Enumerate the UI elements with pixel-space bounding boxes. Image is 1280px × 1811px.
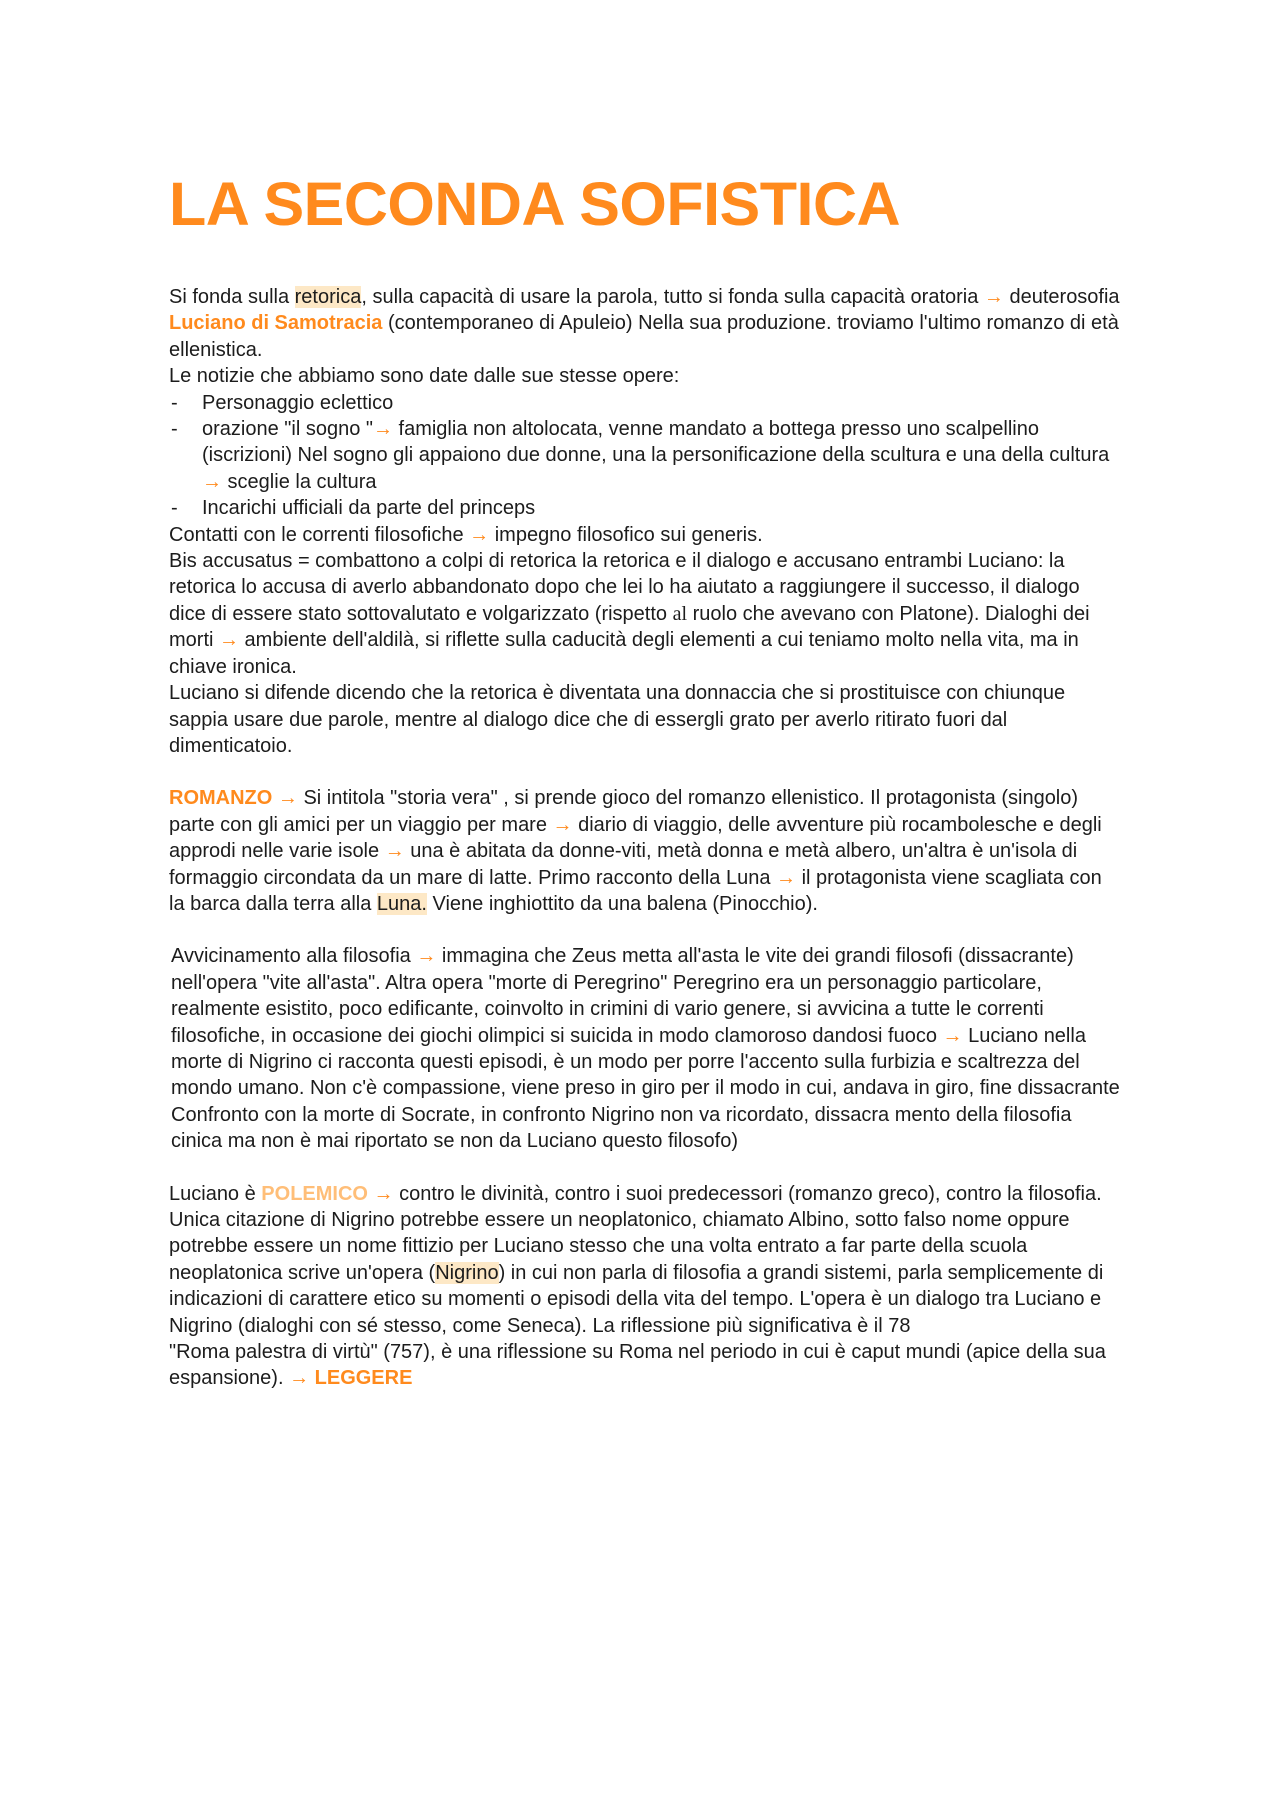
text-span: impegno filosofico sui generis. [489, 523, 763, 546]
filosofia-paragraph [169, 943, 1120, 1154]
arrow-icon: → [202, 470, 222, 493]
arrow-icon: → [776, 866, 797, 889]
arrow-icon: → [372, 418, 393, 441]
spacer [169, 759, 1120, 785]
document-body [169, 284, 1120, 1392]
arrow-icon: → [552, 813, 573, 836]
text-span: contro le divinità, contro i suoi predecessori (romanzo greco), contro la filosofia. Unica citazione di Nigrino potrebbe essere un neoplatonico, chiamato Albino, sotto falso nome oppure potrebbe essere un nome fittizio per Luciano stesso che una volta entrato a far parte della scuola neoplatonica scrive un'opera ( [169, 1182, 1102, 1284]
text-span: al [672, 602, 688, 625]
spacer [169, 1155, 1120, 1181]
text-span: Si intitola "storia vera" , si prende gioco del romanzo ellenistico. Il protagonista (singolo) parte con gli amici per un viaggio per mare [169, 787, 1079, 836]
text-span: ambiente dell'aldilà, si riflette sulla caducità degli elementi a cui teniamo molto nella vita, ma in chiave ironica. [169, 629, 1079, 678]
bis-accusatus-paragraph [169, 548, 1120, 680]
text-span: Viene inghiottito da una balena (Pinocchio). [426, 892, 818, 915]
arrow-icon: → [219, 629, 239, 652]
arrow-icon: → [983, 286, 1004, 308]
text-span: deuterosofia [1003, 286, 1120, 308]
highlight-luna: Luna. [376, 892, 427, 915]
arrow-icon: → [289, 1367, 310, 1390]
text-span: orazione "il sogno " [202, 418, 373, 441]
leggere-label: LEGGERE [314, 1367, 413, 1390]
text-span: Bis accusatus = combattono a colpi di retorica la retorica e il dialogo e accusano entrambi Luciano: la retorica lo accusa di averlo abbandonato dopo che lei lo ha aiutato a raggiungere il successo, il dialogo dice di essere stato sottovalutato e volgarizzato (rispetto [169, 550, 1080, 625]
text-span: Contatti con le correnti filosofiche [169, 523, 470, 546]
arrow-icon: → [384, 840, 405, 863]
text-span: "Roma palestra di virtù" (757), è una riflessione su Roma nel periodo in cui è caput mundi (apice della sua espansione). [169, 1341, 1106, 1390]
polemico-label: POLEMICO [261, 1182, 368, 1205]
text-span: Luciano è [169, 1182, 262, 1205]
roma-paragraph [169, 1339, 1120, 1392]
arrow-icon: → [277, 787, 298, 810]
highlight-nigrino: Nigrino [435, 1261, 499, 1284]
romanzo-label: ROMANZO [169, 787, 273, 810]
biography-list [169, 390, 1120, 522]
text-span: ruolo che avevano con Platone). Dialoghi dei morti [169, 602, 1090, 652]
text-span: Luciano nella morte di Nigrino ci racconta questi episodi, è un modo per porre l'accento sulla furbizia e scaltrezza del mondo umano. Non c'è compassione, viene preso in giro per il modo in cui, andava in giro, fine dissacrante Confronto con la morte di Socrate, in confronto Nigrino non va ricordato, dissacra mento della filosofia cinica ma non è mai riportato se non da Luciano questo filosofo) [171, 1024, 1120, 1153]
text-span: Avvicinamento alla filosofia [171, 945, 417, 968]
arrow-icon: → [373, 1182, 394, 1205]
arrow-icon: → [469, 523, 490, 546]
text-span: sceglie la cultura [222, 470, 377, 493]
text-span: Si fonda sulla [169, 286, 295, 308]
arrow-icon: → [942, 1024, 963, 1047]
author-name: Luciano di Samotracia [169, 312, 383, 335]
list-item: - Personaggio eclettico [169, 390, 1120, 416]
contatti-line [169, 522, 1120, 548]
spacer [169, 917, 1120, 943]
text-span: ) in cui non parla di filosofia a grandi sistemi, parla semplicemente di indicazioni di carattere etico su momenti o episodi della vita del tempo. L'opera è un dialogo tra Luciano e Nigrino (dialoghi con sé stesso, come Seneca). La riflessione più significativa è il 78 [169, 1261, 1104, 1337]
list-item [169, 416, 1120, 495]
highlight-retorica: retorica [294, 286, 362, 308]
text-span: immagina che Zeus metta all'asta le vite dei grandi filosofi (dissacrante) nell'opera "vite all'asta". Altra opera "morte di Peregrino" Peregrino era un personaggio particolare, realmente esistito, poco edificante, coinvolto in crimini di vario genere, si avvicina a tutte le correnti filosofiche, in occasione dei giochi olimpici si suicida in modo clamoroso dandosi fuoco [171, 945, 1074, 1047]
text-span: il protagonista viene scagliata con la barca dalla terra alla [169, 866, 1102, 915]
intro-paragraph [169, 284, 1120, 363]
polemico-paragraph [169, 1181, 1120, 1339]
text-span: una è abitata da donne-viti, metà donna e metà albero, un'altra è un'isola di formaggio circondata da un mare di latte. Primo racconto della Luna [169, 840, 1078, 889]
page-title: LA SECONDA SOFISTICA [169, 170, 901, 238]
text-span: famiglia non altolocata, venne mandato a bottega presso uno scalpellino (iscrizioni) Nel sogno gli appaiono due donne, una la personificazione della scultura e una della cultura [202, 418, 1110, 467]
arrow-icon: → [416, 945, 437, 968]
text-span: , sulla capacità di usare la parola, tutto si fonda sulla capacità oratoria [361, 286, 984, 308]
difende-paragraph: Luciano si difende dicendo che la retorica è diventata una donnaccia che si prostituisce con chiunque sappia usare due parole, mentre al dialogo dice che di essergli grato per averlo ritirato fuori dal dimenticatoio. [169, 682, 1066, 757]
text-span: diario di viaggio, delle avventure più rocambolesche e degli approdi nelle varie isole [169, 813, 1102, 863]
text-span: (contemporaneo di Apuleio) Nella sua produzione. troviamo l'ultimo romanzo di età ellenistica. [169, 312, 1119, 361]
notizie-line: Le notizie che abbiamo sono date dalle sue stesse opere: [169, 365, 680, 388]
romanzo-paragraph [169, 785, 1120, 917]
list-item: - Incarichi ufficiali da parte del princeps [169, 495, 1120, 521]
